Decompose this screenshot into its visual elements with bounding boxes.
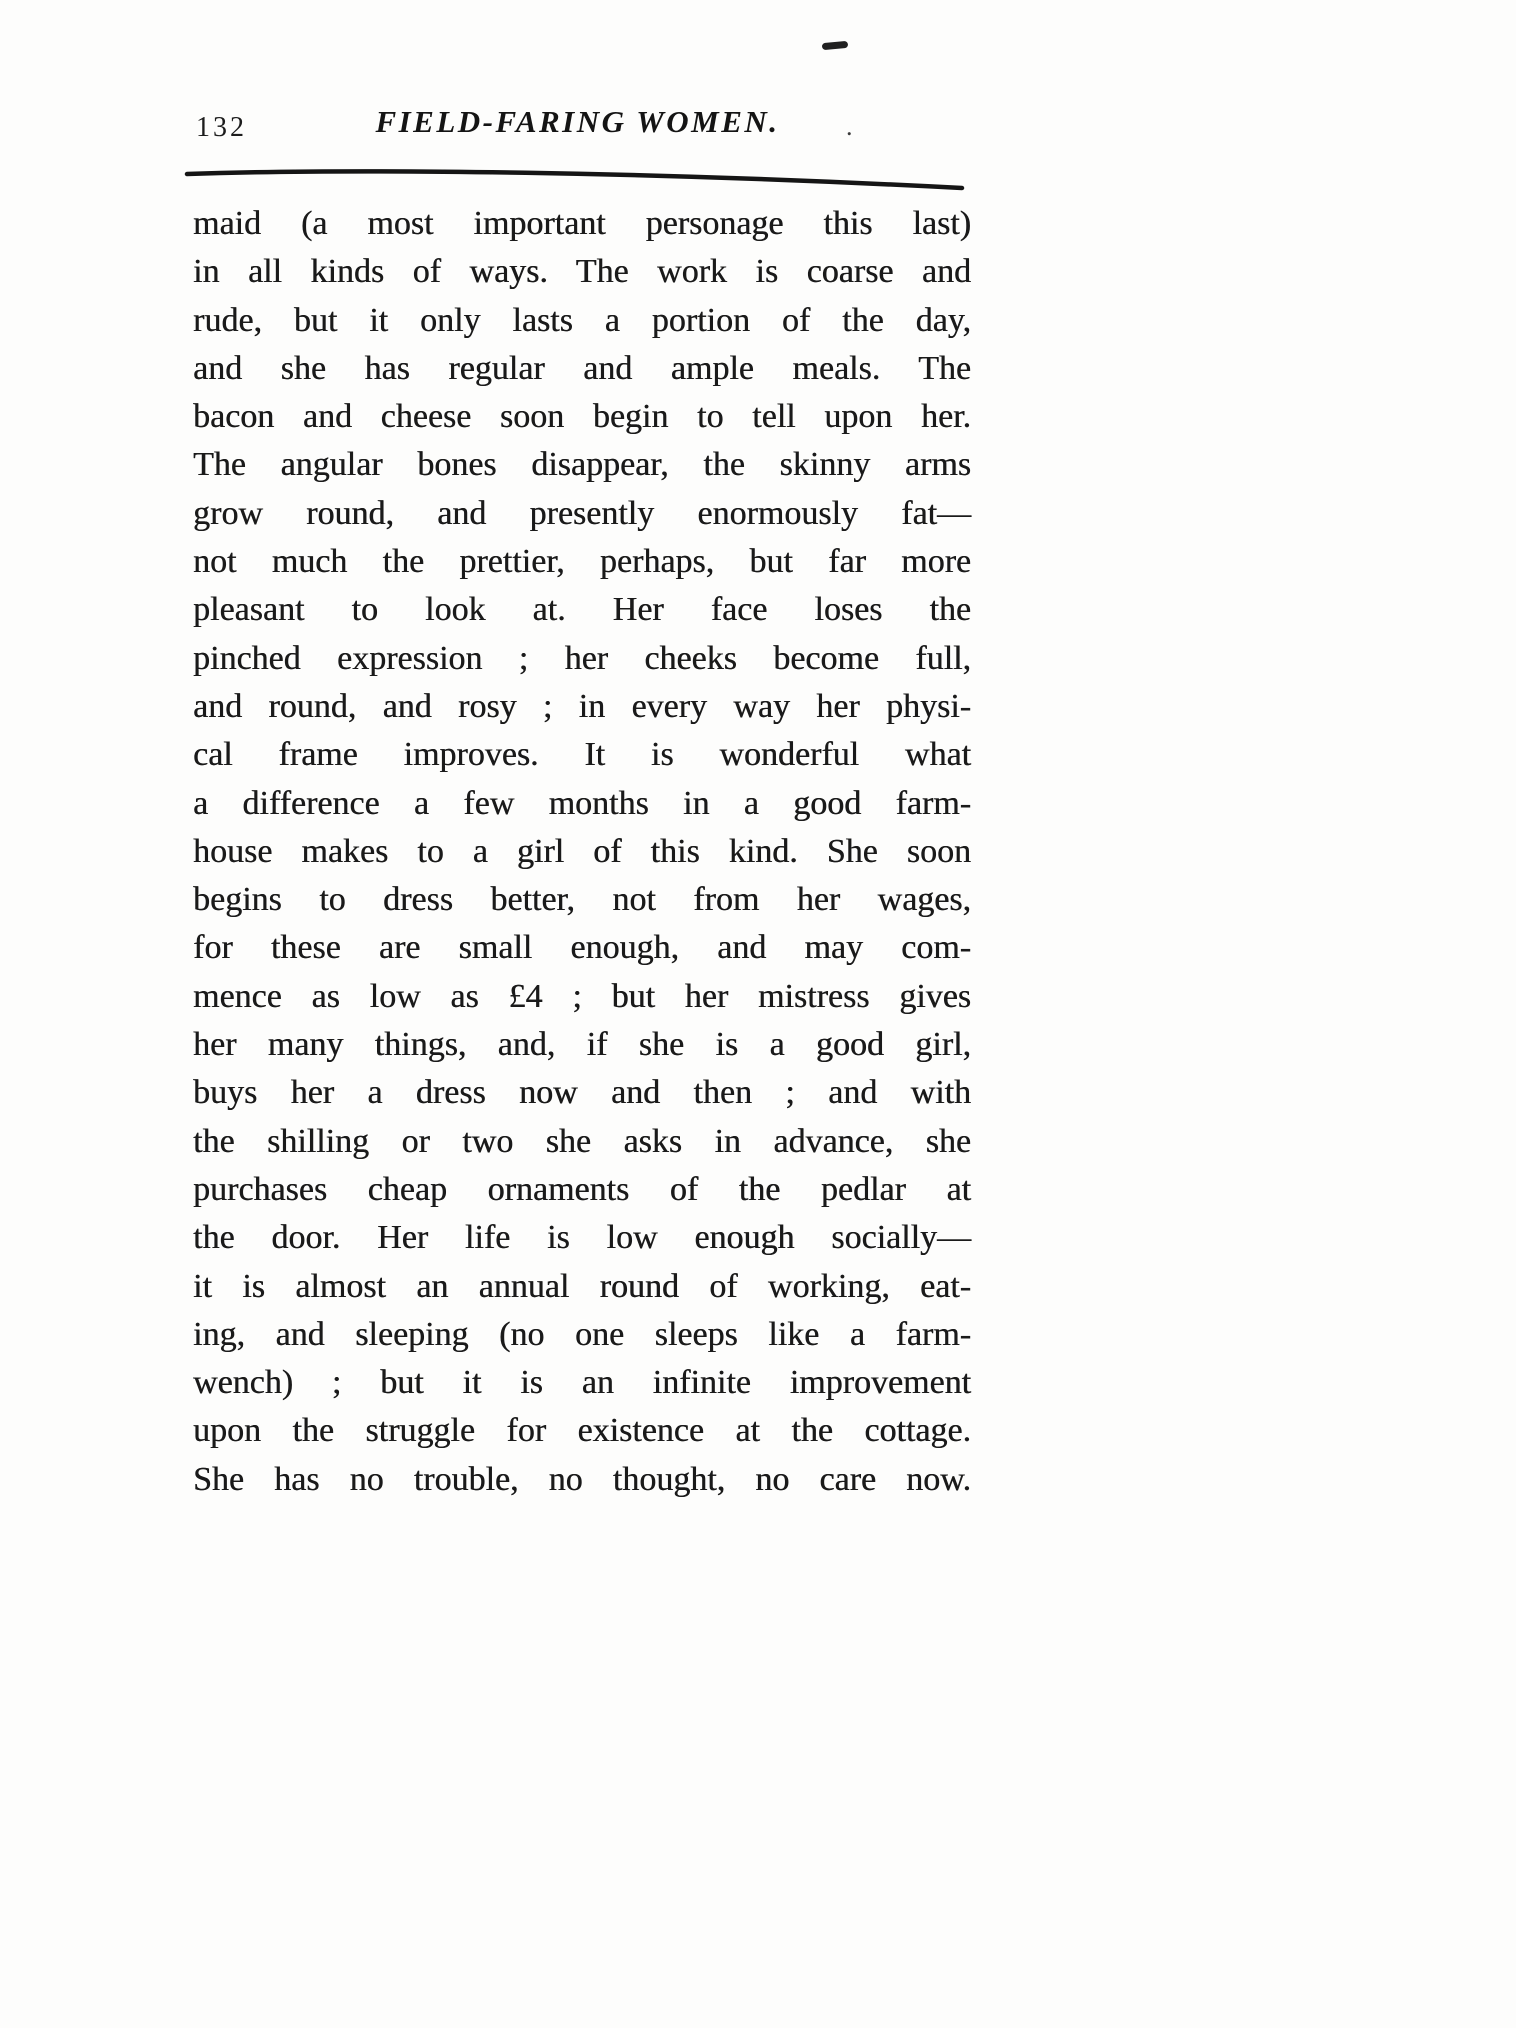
body-line: maid (a most important personage this last) bbox=[193, 205, 971, 242]
body-text-block bbox=[193, 200, 971, 1504]
body-line: upon the struggle for existence at the cottage. bbox=[193, 1412, 971, 1450]
body-line: rude, but it only lasts a portion of the day, bbox=[193, 301, 971, 339]
body-line: grow round, and presently enormously fat— bbox=[193, 494, 971, 532]
body-line: and she has regular and ample meals. The bbox=[193, 349, 971, 387]
body-line: not much the prettier, perhaps, but far more bbox=[193, 543, 971, 581]
scan-artifact-dot: . bbox=[846, 112, 853, 141]
body-line: the door. Her life is low enough socially— bbox=[193, 1219, 971, 1257]
body-line: She has no trouble, no thought, no care now. bbox=[193, 1460, 971, 1498]
page-number: 132 bbox=[196, 112, 247, 143]
body-line: it is almost an annual round of working, eat- bbox=[193, 1267, 971, 1305]
header-rule bbox=[184, 166, 968, 196]
body-line: begins to dress better, not from her wages, bbox=[193, 881, 971, 919]
scan-artifact-dash bbox=[822, 41, 849, 50]
body-line: purchases cheap ornaments of the pedlar at bbox=[193, 1170, 971, 1208]
body-line: mence as low as £4 ; but her mistress gives bbox=[193, 977, 971, 1015]
body-line: buys her a dress now and then ; and with bbox=[193, 1074, 971, 1112]
body-line: bacon and cheese soon begin to tell upon her. bbox=[193, 398, 971, 436]
body-line: a difference a few months in a good farm- bbox=[193, 784, 971, 822]
body-line: pinched expression ; her cheeks become full, bbox=[193, 639, 971, 677]
body-line: and round, and rosy ; in every way her physi- bbox=[193, 687, 971, 725]
body-line: The angular bones disappear, the skinny arms bbox=[193, 446, 971, 484]
body-line: for these are small enough, and may com- bbox=[193, 929, 971, 967]
body-line: pleasant to look at. Her face loses the bbox=[193, 591, 971, 629]
body-line: house makes to a girl of this kind. She soon bbox=[193, 832, 971, 870]
body-line: in all kinds of ways. The work is coarse and bbox=[193, 253, 971, 291]
body-line: cal frame improves. It is wonderful what bbox=[193, 736, 971, 774]
body-line: the shilling or two she asks in advance, she bbox=[193, 1122, 971, 1160]
body-line: wench) ; but it is an infinite improvement bbox=[193, 1364, 971, 1402]
body-line: ing, and sleeping (no one sleeps like a farm- bbox=[193, 1315, 971, 1353]
running-header-title: FIELD-FARING WOMEN. bbox=[375, 104, 780, 139]
body-line: her many things, and, if she is a good girl, bbox=[193, 1026, 971, 1064]
